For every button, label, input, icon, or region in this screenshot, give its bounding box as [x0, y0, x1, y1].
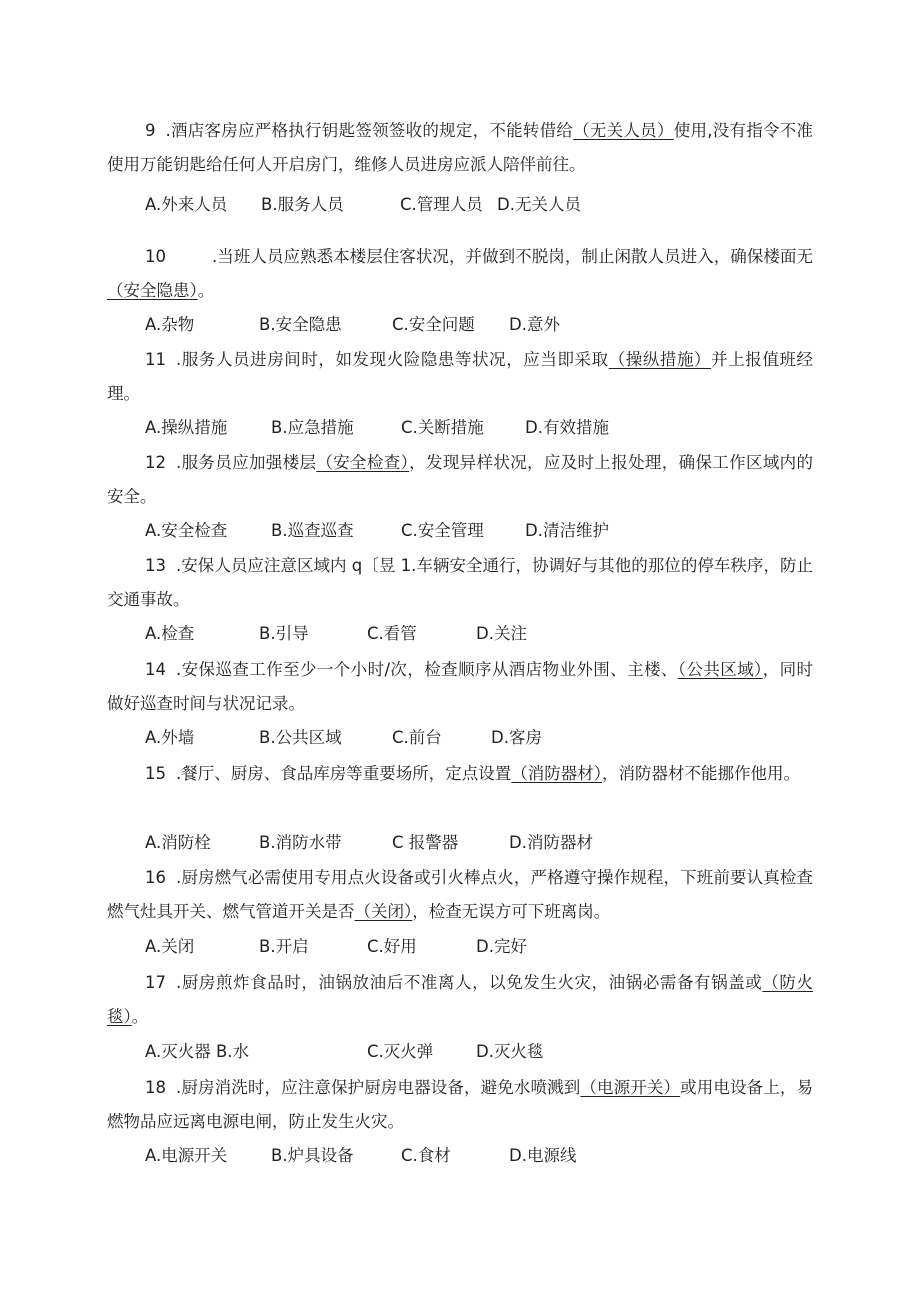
question-9 [107, 114, 813, 182]
option-d: D.客房 [491, 728, 542, 747]
question-number: 12 [145, 453, 166, 472]
option-d: D.有效措施 [525, 418, 609, 437]
question-text-before: .服务员应加强楼层 [176, 453, 317, 472]
question-text-after: ，同时做好巡查时间与状况记录。 [107, 660, 814, 713]
question-11 [107, 343, 813, 411]
option-d: D.无关人员 [497, 195, 581, 214]
question-13 [107, 549, 813, 617]
question-text-before: .厨房煎炸食品时，油锅放油后不准离人，以免发生火灾，油锅必需备有锅盖或 [176, 973, 763, 992]
option-c: C 报警器 [392, 833, 459, 852]
question-17 [107, 966, 813, 1034]
question-text-before: .当班人员应熟悉本楼层住客状况，并做到不脱岗，制止闲散人员进入，确保楼面无 [212, 247, 813, 266]
question-text-after: ，消防器材不能挪作他用。 [602, 764, 800, 783]
option-d: D.清洁维护 [525, 521, 609, 540]
question-answer: （关闭） [354, 902, 413, 921]
question-number: 11 [145, 350, 166, 369]
question-text-after: 。 [131, 1007, 149, 1026]
question-text-before: .安保人员应注意区域内 q〔昱 1.车辆安全通行，协调好与其他的那位的停车秩序，防止交通事故。 [107, 556, 813, 609]
option-d: D.灭火毯 [476, 1042, 544, 1061]
option-d: D.电源线 [509, 1146, 577, 1165]
question-number: 10 [145, 247, 166, 266]
option-a: A.外墙 [145, 728, 195, 747]
option-b: B.服务人员 [261, 195, 344, 214]
question-14 [107, 653, 813, 721]
option-b: B.消防水带 [259, 833, 342, 852]
question-15 [107, 757, 813, 791]
option-c: C.前台 [392, 728, 442, 747]
question-text-after: ，发现异样状况，应及时上报处理，确保工作区域内的安全。 [107, 453, 814, 506]
option-a: A.杂物 [145, 315, 195, 334]
option-c: C.看管 [367, 624, 417, 643]
option-a: A.检查 [145, 624, 195, 643]
question-text-after: 使用,没有指令不准使用万能钥匙给任何人开启房门，维修人员进房应派人陪伴前往。 [107, 121, 813, 174]
option-b: B.开启 [259, 937, 309, 956]
option-d: D.关注 [476, 624, 527, 643]
question-answer: （电源开关） [580, 1078, 681, 1097]
option-a: A.消防栓 [145, 833, 211, 852]
question-number: 13 [145, 556, 166, 575]
option-b: B.巡查巡查 [271, 521, 354, 540]
option-c: C.好用 [367, 937, 417, 956]
question-text-before: .酒店客房应严格执行钥匙签领签收的规定，不能转借给 [165, 121, 574, 140]
option-d: D.消防器材 [509, 833, 593, 852]
option-a: A.关闭 [145, 937, 195, 956]
question-text-after: ，检查无误方可下班离岗。 [412, 902, 611, 921]
question-18 [107, 1071, 813, 1139]
option-d: D.意外 [509, 315, 560, 334]
question-text-after: 并上报值班经理。 [107, 350, 814, 403]
question-text-before: .餐厅、厨房、食品库房等重要场所，定点设置 [176, 764, 512, 783]
question-number: 14 [145, 660, 166, 679]
option-c: C.食材 [401, 1146, 451, 1165]
question-text-after: 。 [197, 281, 215, 300]
option-b: B.安全隐患 [259, 315, 342, 334]
question-number: 16 [145, 868, 166, 887]
option-a: A.外来人员 [145, 195, 228, 214]
option-a: A.电源开关 [145, 1146, 228, 1165]
option-c: C.管理人员 [400, 195, 483, 214]
option-c: C.安全管理 [401, 521, 484, 540]
question-answer: （无关人员） [573, 121, 674, 140]
question-answer: （安全检查） [316, 453, 410, 472]
option-d: D.完好 [476, 937, 527, 956]
question-number: 15 [145, 764, 166, 783]
option-c: C.关断措施 [401, 418, 484, 437]
option-b: B.炉具设备 [271, 1146, 354, 1165]
question-16 [107, 861, 813, 929]
question-text-before: .厨房消洗时，应注意保护厨房电器设备，避免水喷溅到 [176, 1078, 581, 1097]
option-b: B.公共区域 [259, 728, 342, 747]
question-answer: （消防器材） [511, 764, 602, 783]
option-a: A.操纵措施 [145, 418, 228, 437]
question-answer: （公共区域） [677, 660, 763, 679]
question-number: 17 [145, 973, 166, 992]
option-b: B.应急措施 [271, 418, 354, 437]
option-b: B.引导 [259, 624, 309, 643]
question-10 [107, 240, 813, 308]
question-answer: （操纵措施） [608, 350, 712, 369]
question-number: 18 [145, 1078, 166, 1097]
question-text-before: .服务人员进房间时，如发现火险隐患等状况，应当即采取 [176, 350, 609, 369]
question-answer: （防火毯） [107, 973, 814, 1026]
question-text-before: .厨房燃气必需使用专用点火设备或引火棒点火，严格遵守操作规程，下班前要认真检查燃气灶具开关、燃气管道开关是否 [107, 868, 813, 921]
option-a: A.安全检查 [145, 521, 228, 540]
option-a: A.灭火器 B.水 [145, 1042, 250, 1061]
question-12 [107, 446, 813, 514]
question-text-after: 或用电设备上，易燃物品应远离电源电闸，防止发生火灾。 [107, 1078, 813, 1131]
option-c: C.安全问题 [392, 315, 475, 334]
question-answer: （安全隐患） [107, 281, 198, 300]
option-c: C.灭火弹 [367, 1042, 434, 1061]
question-number: 9 [145, 121, 156, 140]
question-text-before: .安保巡查工作至少一个小时/次，检查顺序从酒店物业外围、主楼、 [176, 660, 678, 679]
